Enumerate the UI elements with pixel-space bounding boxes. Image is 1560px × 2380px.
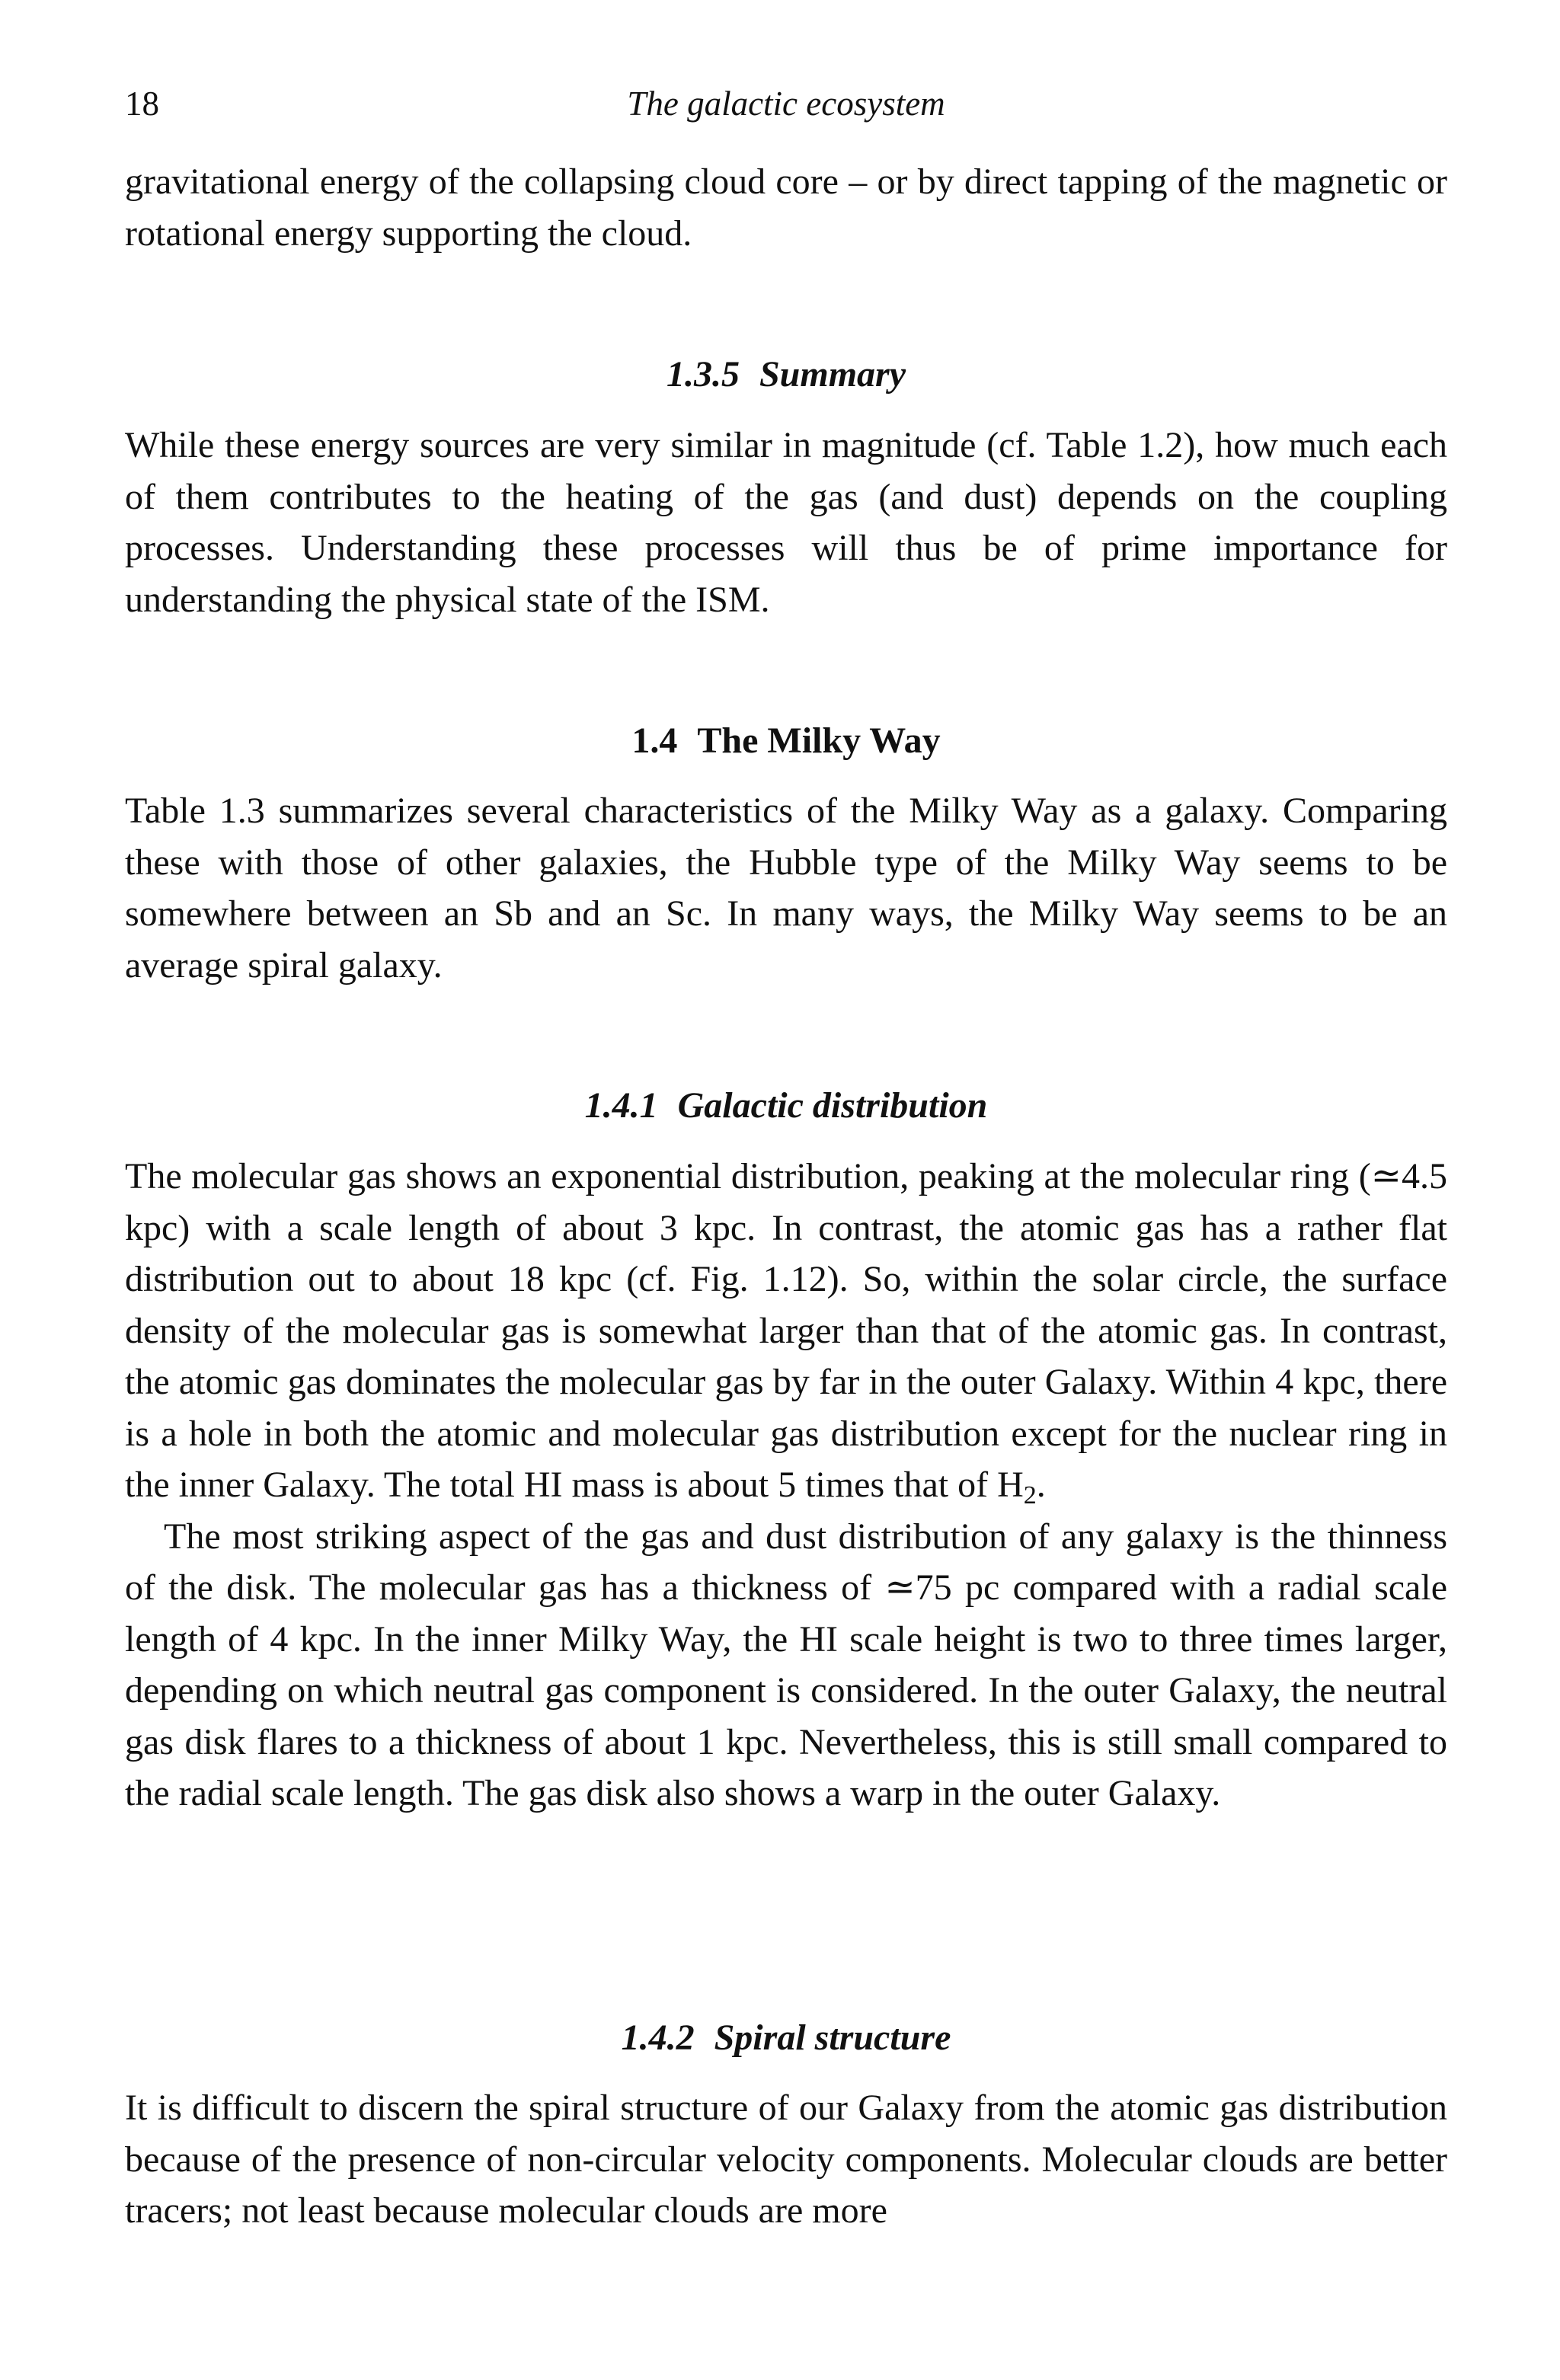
body-paragraph: gravitational energy of the collapsing cloud core – or by direct tapping of the magnetic or rotational energy supporting the cloud. bbox=[125, 161, 1447, 254]
section-number: 1.3.5 bbox=[666, 354, 740, 395]
running-header bbox=[125, 82, 1447, 125]
section-title: Galactic distribution bbox=[677, 1085, 988, 1126]
body-paragraph bbox=[125, 1151, 1447, 1511]
body-paragraph: It is difficult to discern the spiral structure of our Galaxy from the atomic gas distribution because of the presence of non-circular velocity components. Molecular clouds are better tracers; not least because molecular clouds are more bbox=[125, 2088, 1447, 2231]
body-paragraph: While these energy sources are very similar in magnitude (cf. Table 1.2), how much each of them contributes to the heating of the gas (and dust) depends on the coupling processes. Understanding these processes will thus be of prime importance for understanding the physical state of the ISM. bbox=[125, 425, 1447, 620]
section-title: Spiral structure bbox=[714, 2017, 951, 2058]
paragraph-text: The molecular gas shows an exponential distribution, peaking at the molecular ring (≃4.5 kpc) with a scale length of about 3 kpc. In contrast, the atomic gas has a rather flat distribution out to about 18 kpc (cf. Fig. 1.12). So, within the solar circle, the surface density of the molecular gas is somewhat larger than that of the atomic gas. In contrast, the atomic gas dominates the molecular gas by far in the outer Galaxy. Within 4 kpc, there is a hole in both the atomic and molecular gas distribution except for the nuclear ring in the inner Galaxy. The total HI mass is about 5 times that of H bbox=[125, 1156, 1447, 1505]
distribution-paragraphs-box bbox=[125, 1151, 1447, 1819]
section-heading-1-3-5 bbox=[125, 352, 1447, 398]
paragraph-end: . bbox=[1036, 1465, 1046, 1505]
subscript: 2 bbox=[1023, 1481, 1037, 1509]
section-title: Summary bbox=[759, 354, 906, 395]
summary-paragraph-box bbox=[125, 420, 1447, 625]
section-number: 1.4.2 bbox=[621, 2017, 695, 2058]
spiral-paragraph-box bbox=[125, 2082, 1447, 2237]
body-paragraph: The most striking aspect of the gas and dust distribution of any galaxy is the thinness of the disk. The molecular gas has a thickness of ≃75 pc compared with a radial scale length of 4 kpc. In the inner Milky Way, the HI scale height is two to three times larger, depending on which neutral gas component is considered. In the outer Galaxy, the neutral gas disk flares to a thickness of about 1 kpc. Nevertheless, this is still small compared to the radial scale length. The gas disk also shows a warp in the outer Galaxy. bbox=[125, 1516, 1447, 1813]
section-number: 1.4.1 bbox=[584, 1085, 658, 1126]
milky-way-paragraph-box bbox=[125, 785, 1447, 991]
section-number: 1.4 bbox=[631, 720, 678, 761]
intro-paragraph-box bbox=[125, 156, 1447, 259]
section-heading-1-4-1 bbox=[125, 1083, 1447, 1129]
section-title: The Milky Way bbox=[697, 720, 941, 761]
section-heading-1-4 bbox=[125, 718, 1447, 764]
page-number: 18 bbox=[125, 85, 159, 123]
section-heading-1-4-2 bbox=[125, 2015, 1447, 2061]
running-title: The galactic ecosystem bbox=[627, 85, 945, 123]
body-paragraph: Table 1.3 summarizes several characteristics of the Milky Way as a galaxy. Comparing these with those of other galaxies, the Hubble type of the Milky Way seems to be somewhere between an Sb and an Sc. In many ways, the Milky Way seems to be an average spiral galaxy. bbox=[125, 791, 1447, 986]
